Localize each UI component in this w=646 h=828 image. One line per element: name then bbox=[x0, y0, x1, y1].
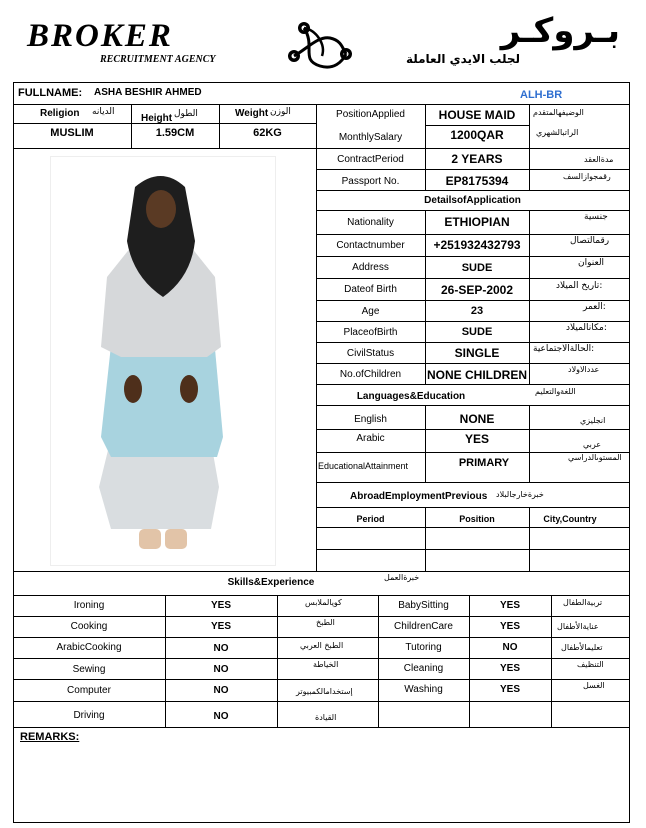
skill-cleaning-value: YES bbox=[499, 663, 520, 674]
employment-col-position: Position bbox=[459, 514, 495, 524]
skill-cleaning-ar: التنظيف bbox=[577, 660, 604, 669]
weight-label-ar: الوزن bbox=[270, 107, 291, 117]
place-of-birth-ar: مكانالميلاد: bbox=[566, 323, 607, 333]
skill-tutoring-label: Tutoring bbox=[405, 642, 442, 653]
skill-cooking-ar: الطبخ bbox=[316, 618, 335, 627]
position-applied-ar: الوضيفهالمتقدم bbox=[533, 108, 584, 117]
skill-driving-value: NO bbox=[213, 711, 229, 722]
dob-ar: تاريخ الميلاد: bbox=[556, 281, 603, 291]
skill-arabiccooking-value: NO bbox=[213, 643, 229, 654]
skill-computer-label: Computer bbox=[67, 685, 111, 696]
skill-computer-ar: إستخدامالكمبيوتر bbox=[296, 687, 353, 696]
skill-sewing-label: Sewing bbox=[72, 664, 106, 675]
skill-babysitting-ar: تربيةالطفال bbox=[563, 598, 603, 607]
employment-title: AbroadEmploymentPrevious bbox=[350, 491, 488, 502]
contract-period-ar: مدةالعقد bbox=[584, 155, 614, 164]
candidate-photo bbox=[51, 157, 275, 565]
employment-col-city-country: City,Country bbox=[543, 514, 597, 524]
fullname-value: ASHA BESHIR AHMED bbox=[94, 87, 202, 98]
dob-label: Dateof Birth bbox=[344, 284, 397, 295]
skill-tutoring-value: NO bbox=[502, 642, 518, 653]
education-value: PRIMARY bbox=[458, 457, 510, 469]
civil-status-label: CivilStatus bbox=[346, 348, 395, 359]
brand-tagline: RECRUITMENT AGENCY bbox=[100, 54, 216, 65]
skill-washing-ar: الغسل bbox=[583, 681, 605, 690]
religion-label-ar: الديانه bbox=[92, 107, 115, 117]
children-value: NONE CHILDREN bbox=[426, 368, 527, 382]
skill-ironing-ar: كويالملابس bbox=[305, 598, 342, 607]
dob-value: 26-SEP-2002 bbox=[440, 283, 514, 297]
skill-childrencare-label: ChildrenCare bbox=[394, 621, 453, 632]
employment-title-ar: خبرةخارجالبلاد bbox=[496, 490, 544, 499]
skill-sewing-value: NO bbox=[213, 664, 229, 675]
place-of-birth-value: SUDE bbox=[461, 326, 493, 338]
weight-label: Weight bbox=[235, 108, 269, 119]
brand-logo-text: BROKER bbox=[27, 18, 173, 54]
contact-number-label: Contactnumber bbox=[336, 240, 405, 251]
skill-babysitting-value: YES bbox=[499, 600, 520, 611]
contract-period-label: ContractPeriod bbox=[337, 154, 404, 165]
skill-ironing-value: YES bbox=[210, 600, 231, 611]
monthly-salary-value: 1200QAR bbox=[450, 128, 504, 142]
passport-ar: رقمجوازالسف bbox=[563, 172, 611, 181]
person-figure-icon bbox=[51, 157, 275, 565]
monthly-salary-label: MonthlySalary bbox=[338, 132, 403, 143]
civil-status-ar: الحالةالاجتماعية: bbox=[533, 344, 595, 354]
age-ar: العمر: bbox=[583, 302, 606, 312]
passport-value: EP8175394 bbox=[445, 174, 509, 188]
arabic-label: Arabic bbox=[356, 433, 385, 444]
height-label-ar: الطول bbox=[174, 109, 198, 119]
religion-value: MUSLIM bbox=[50, 127, 94, 139]
nationality-label: Nationality bbox=[347, 217, 394, 228]
reference-code: ALH-BR bbox=[520, 89, 563, 101]
address-value: SUDE bbox=[461, 262, 493, 274]
weight-value: 62KG bbox=[253, 127, 282, 139]
skills-title: Skills&Experience bbox=[227, 577, 315, 588]
fullname-label: FULLNAME: bbox=[18, 87, 83, 99]
arabic-ar: عربي bbox=[583, 440, 602, 449]
english-label: English bbox=[354, 414, 387, 425]
skill-sewing-ar: الخياطة bbox=[313, 660, 339, 669]
skill-cooking-label: Cooking bbox=[70, 621, 108, 632]
children-label: No.ofChildren bbox=[339, 369, 402, 380]
languages-title: Languages&Education bbox=[356, 391, 466, 402]
education-ar: المستوىالدراسي bbox=[568, 453, 622, 462]
position-applied-label: PositionApplied bbox=[336, 109, 405, 120]
religion-label: Religion bbox=[40, 108, 80, 119]
brand-arabic: بـروكـر bbox=[500, 11, 620, 51]
skill-babysitting-label: BabySitting bbox=[398, 600, 449, 611]
skills-title-ar: خبرةالعمل bbox=[384, 573, 420, 582]
skill-driving-ar: القيادة bbox=[315, 713, 337, 722]
contact-number-value: +251932432793 bbox=[433, 238, 521, 252]
logo-icon bbox=[282, 16, 362, 72]
place-of-birth-label: PlaceofBirth bbox=[343, 327, 398, 338]
languages-title-ar: اللغةوالتعليم bbox=[535, 387, 576, 396]
header bbox=[0, 0, 646, 82]
english-value: NONE bbox=[459, 412, 495, 426]
tagline-arabic: لجلب الايدي العاملة bbox=[405, 52, 521, 66]
height-label: Height bbox=[141, 113, 173, 124]
skill-cleaning-label: Cleaning bbox=[403, 663, 444, 674]
skill-arabiccooking-label: ArabicCooking bbox=[56, 642, 122, 653]
skill-childrencare-value: YES bbox=[499, 621, 520, 632]
arabic-value: YES bbox=[464, 432, 489, 446]
address-ar: العنوان bbox=[578, 258, 605, 268]
civil-status-value: SINGLE bbox=[454, 346, 500, 360]
monthly-salary-ar: الراتبالشهري bbox=[536, 128, 579, 137]
height-value: 1.59CM bbox=[155, 127, 195, 139]
skill-washing-label: Washing bbox=[404, 684, 443, 695]
employment-col-period: Period bbox=[356, 514, 385, 524]
children-ar: عددالاولاد bbox=[568, 365, 600, 374]
nationality-ar: جنسية bbox=[584, 212, 608, 222]
english-ar: انجليزي bbox=[580, 416, 606, 425]
skill-computer-value: NO bbox=[213, 685, 229, 696]
skill-driving-label: Driving bbox=[73, 710, 105, 721]
skill-cooking-value: YES bbox=[210, 621, 231, 632]
skill-washing-value: YES bbox=[499, 684, 520, 695]
contact-number-ar: رقمالتصال bbox=[570, 236, 610, 246]
application-title: DetailsofApplication bbox=[424, 195, 521, 206]
contract-period-value: 2 YEARS bbox=[451, 152, 503, 166]
skill-ironing-label: Ironing bbox=[73, 600, 105, 611]
skill-tutoring-ar: تعليمالأطفال bbox=[561, 643, 603, 652]
nationality-value: ETHIOPIAN bbox=[444, 215, 510, 229]
skill-arabiccooking-ar: الطبخ العربي bbox=[300, 641, 344, 650]
education-label: EducationalAttainment bbox=[318, 461, 409, 471]
age-value: 23 bbox=[470, 305, 484, 317]
position-applied-value: HOUSE MAID bbox=[438, 108, 516, 122]
age-label: Age bbox=[361, 306, 380, 317]
remarks-area[interactable] bbox=[14, 745, 629, 822]
remarks-label: REMARKS: bbox=[20, 731, 80, 743]
address-label: Address bbox=[352, 262, 389, 273]
skill-childrencare-ar: عنايةالأطفال bbox=[557, 622, 599, 631]
passport-label: Passport No. bbox=[341, 176, 400, 187]
